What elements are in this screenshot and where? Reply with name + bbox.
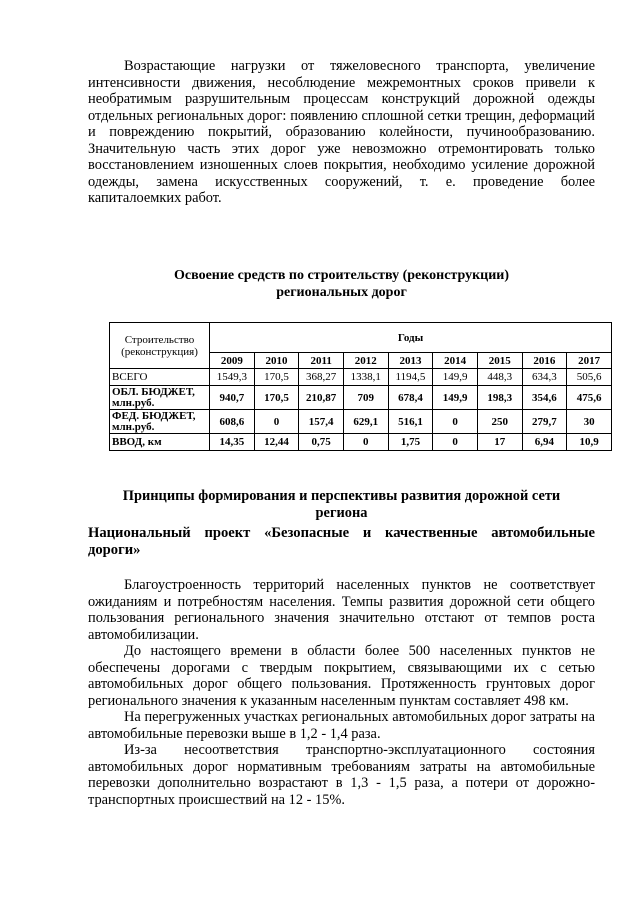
table-cell: 14,35 — [210, 434, 255, 451]
table-cell: 0 — [433, 434, 478, 451]
table-cell: 170,5 — [254, 369, 299, 386]
intro-block — [88, 58, 595, 207]
year-header-2015: 2015 — [477, 353, 522, 369]
table-row — [110, 386, 612, 410]
row-label: ОБЛ. БЮДЖЕТ, млн.руб. — [110, 386, 210, 410]
table-cell: 678,4 — [388, 386, 433, 410]
table-cell: 149,9 — [433, 386, 478, 410]
corner-header: Строительство (реконструкция) — [110, 323, 210, 369]
paragraph-2: До настоящего времени в области более 500 населенных пунктов не обеспечены дорогами с твердым покрытием, связывающими их с сетью автомобильных дорог общего пользования. Протяженность грунтовых дорог регионального значения к указанным населенным пунктам составляет 498 км. — [88, 643, 595, 709]
table-cell: 608,6 — [210, 410, 255, 434]
year-header-2014: 2014 — [433, 353, 478, 369]
table-cell: 629,1 — [343, 410, 388, 434]
paragraph-1: Благоустроенность территорий населенных пунктов не соответствует ожиданиям и потребностям населения. Темпы развития дорожной сети общего пользования регионального значения значительно отстают от темпов роста автомобилизации. — [88, 577, 595, 643]
table-cell: 0 — [343, 434, 388, 451]
table-row — [110, 410, 612, 434]
table-cell: 0,75 — [299, 434, 344, 451]
year-header-2012: 2012 — [343, 353, 388, 369]
table-cell: 1,75 — [388, 434, 433, 451]
years-header: Годы — [210, 323, 612, 353]
table-cell: 198,3 — [477, 386, 522, 410]
project-heading-block — [88, 525, 595, 559]
table-cell: 170,5 — [254, 386, 299, 410]
year-header-2010: 2010 — [254, 353, 299, 369]
table-cell: 1549,3 — [210, 369, 255, 386]
table-cell: 149,9 — [433, 369, 478, 386]
table-cell: 475,6 — [567, 386, 612, 410]
row-label: ВСЕГО — [110, 369, 210, 386]
year-header-2016: 2016 — [522, 353, 567, 369]
table-cell: 368,27 — [299, 369, 344, 386]
paragraph-4: Из-за несоответствия транспортно-эксплуатационного состояния автомобильных дорог нормативным требованиям затраты на автомобильные перевозки дополнительно возрастают в 1,3 - 1,5 раза, а потери от дорожно-транспортных происшествий на 12 - 15%. — [88, 742, 595, 808]
row-label: ВВОД, км — [110, 434, 210, 451]
table-row — [110, 434, 612, 451]
table-cell: 0 — [433, 410, 478, 434]
table-cell: 250 — [477, 410, 522, 434]
intro-paragraph: Возрастающие нагрузки от тяжеловесного транспорта, увеличение интенсивности движения, несоблюдение межремонтных сроков привели к необратимым разрушительным процессам конструкций дорожной одежды отдельных региональных дорог: появлению сплошной сетки трещин, деформаций и повреждению покрытий, образованию колейности, пучинообразованию. Значительную часть этих дорог уже невозможно отремонтировать только восстановлением изношенных слоев покрытия, необходимо усиление дорожной одежды, замена искусственных сооружений, т. е. проведение более капиталоемких работ. — [88, 58, 595, 206]
table-cell: 157,4 — [299, 410, 344, 434]
project-heading: Национальный проект «Безопасные и качественные автомобильные дороги» — [88, 525, 595, 558]
table-cell: 0 — [254, 410, 299, 434]
table-cell: 210,87 — [299, 386, 344, 410]
table-title-line-2: региональных дорог — [276, 284, 407, 300]
section-title-line-1: Принципы формирования и перспективы развития дорожной сети — [122, 488, 561, 504]
table-cell: 6,94 — [522, 434, 567, 451]
table-cell: 1338,1 — [343, 369, 388, 386]
table-cell: 17 — [477, 434, 522, 451]
table-cell: 634,3 — [522, 369, 567, 386]
table-cell: 505,6 — [567, 369, 612, 386]
section-title — [88, 488, 595, 521]
table-title — [88, 268, 595, 301]
table-row — [110, 369, 612, 386]
table-cell: 279,7 — [522, 410, 567, 434]
paragraph-3: На перегруженных участках региональных автомобильных дорог затраты на автомобильные перевозки выше в 1,2 - 1,4 раза. — [88, 709, 595, 742]
table-cell: 516,1 — [388, 410, 433, 434]
year-header-2017: 2017 — [567, 353, 612, 369]
table-cell: 354,6 — [522, 386, 567, 410]
body-paragraphs — [88, 577, 595, 808]
table-cell: 448,3 — [477, 369, 522, 386]
funds-table — [109, 322, 612, 451]
year-header-2009: 2009 — [210, 353, 255, 369]
year-header-2013: 2013 — [388, 353, 433, 369]
row-label: ФЕД. БЮДЖЕТ, млн.руб. — [110, 410, 210, 434]
table-cell: 940,7 — [210, 386, 255, 410]
table-cell: 709 — [343, 386, 388, 410]
table-title-line-1: Освоение средств по строительству (реконструкции) — [174, 268, 509, 283]
table-cell: 12,44 — [254, 434, 299, 451]
section-title-line-2: региона — [315, 504, 368, 521]
table-cell: 1194,5 — [388, 369, 433, 386]
table-cell: 10,9 — [567, 434, 612, 451]
table-cell: 30 — [567, 410, 612, 434]
year-header-2011: 2011 — [299, 353, 344, 369]
